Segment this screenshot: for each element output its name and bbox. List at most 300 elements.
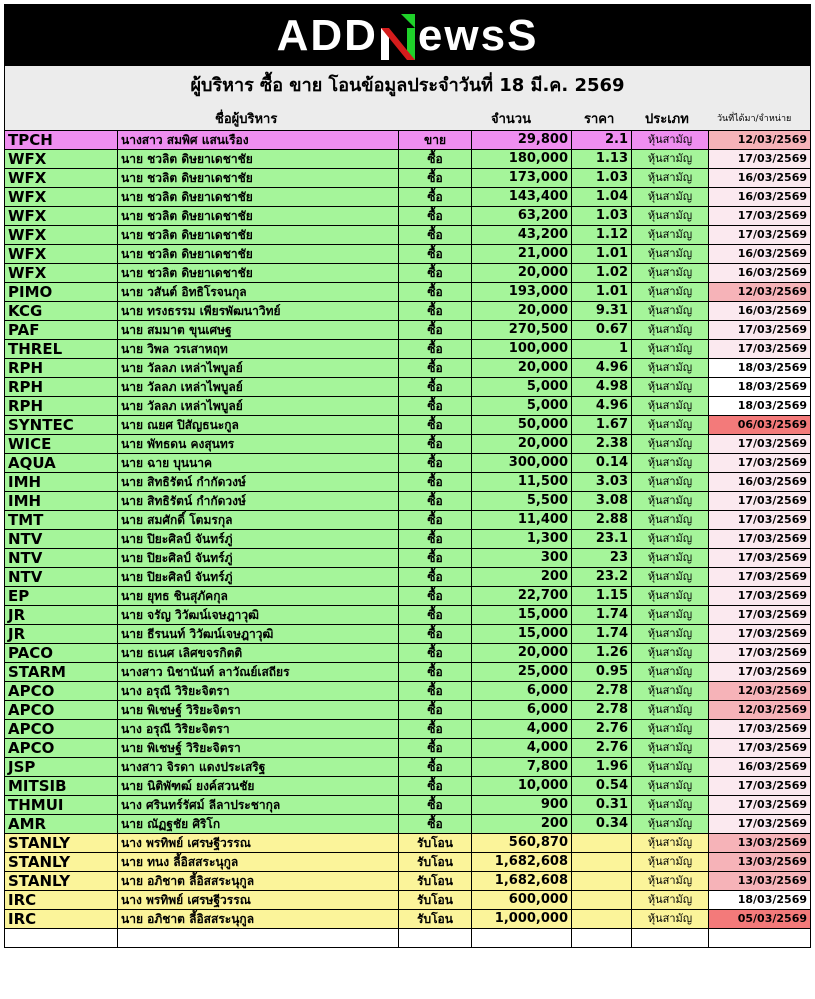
stock-symbol: WFX [5,169,118,188]
executive-name: นาย ชวลิต ดิษยาเดชาชัย [118,245,399,264]
logo-text-left: ADD [276,11,378,60]
transaction-action: รับโอน [399,891,472,910]
share-amount: 1,682,608 [472,872,572,891]
security-type: หุ้นสามัญ [632,625,709,644]
stock-symbol: AQUA [5,454,118,473]
share-amount: 63,200 [472,207,572,226]
blank-cell [472,929,572,948]
share-amount: 20,000 [472,264,572,283]
executive-name: นาย วิพล วรเสาหฤท [118,340,399,359]
share-price: 1.04 [572,188,632,207]
transaction-action: ซื้อ [399,796,472,815]
executive-name: นางสาว สมพิศ แสนเรือง [118,131,399,150]
table-row [5,720,811,739]
table-row [5,853,811,872]
share-amount: 300,000 [472,454,572,473]
stock-symbol: APCO [5,720,118,739]
security-type: หุ้นสามัญ [632,188,709,207]
transaction-date: 17/03/2569 [709,777,811,796]
security-type: หุ้นสามัญ [632,796,709,815]
table-row [5,207,811,226]
transaction-date: 18/03/2569 [709,359,811,378]
share-amount: 5,000 [472,378,572,397]
executive-name: นาย สมมาต ขุนเศษฐ [118,321,399,340]
stock-symbol: PAF [5,321,118,340]
share-price: 1.15 [572,587,632,606]
table-row [5,150,811,169]
transaction-action: รับโอน [399,834,472,853]
transaction-action: ซื้อ [399,682,472,701]
transaction-date: 17/03/2569 [709,720,811,739]
stock-symbol: STANLY [5,872,118,891]
table-row [5,872,811,891]
stock-symbol: WFX [5,226,118,245]
executive-name: นาย ชวลิต ดิษยาเดชาชัย [118,226,399,245]
executive-name: นาง พรทิพย์ เศรษฐีวรรณ [118,891,399,910]
transaction-action: ซื้อ [399,340,472,359]
share-amount: 5,000 [472,397,572,416]
executive-name: นาย อภิชาต ลี้อิสสระนุกูล [118,910,399,929]
transaction-action: ซื้อ [399,644,472,663]
stock-symbol: WICE [5,435,118,454]
logo-text-right: ewsS [417,11,539,60]
transaction-date: 17/03/2569 [709,739,811,758]
table-row [5,416,811,435]
transaction-date: 12/03/2569 [709,283,811,302]
transaction-date: 17/03/2569 [709,511,811,530]
table-row [5,226,811,245]
share-amount: 15,000 [472,606,572,625]
transaction-date: 18/03/2569 [709,891,811,910]
table-row [5,663,811,682]
security-type: หุ้นสามัญ [632,530,709,549]
security-type: หุ้นสามัญ [632,758,709,777]
table-row [5,834,811,853]
executive-name: นาง อรุณี วิริยะจิตรา [118,682,399,701]
share-price: 2.76 [572,720,632,739]
security-type: หุ้นสามัญ [632,321,709,340]
executive-name: นาง อรุณี วิริยะจิตรา [118,720,399,739]
stock-symbol: PIMO [5,283,118,302]
table-row [5,568,811,587]
security-type: หุ้นสามัญ [632,606,709,625]
transaction-action: ซื้อ [399,416,472,435]
executive-name: นาย ธีรนนท์ วิวัฒน์เจษฎาวุฒิ [118,625,399,644]
transaction-date: 16/03/2569 [709,245,811,264]
stock-symbol: KCG [5,302,118,321]
stock-symbol: IMH [5,473,118,492]
share-amount: 300 [472,549,572,568]
logo-banner [4,4,811,68]
table-row [5,530,811,549]
transaction-date: 16/03/2569 [709,302,811,321]
transaction-date: 16/03/2569 [709,264,811,283]
stock-symbol: THMUI [5,796,118,815]
share-price: 2.78 [572,701,632,720]
table-row [5,777,811,796]
transaction-date: 17/03/2569 [709,150,811,169]
executive-name: นางสาว นิชานันท์ ลาวัณย์เสถียร [118,663,399,682]
share-price: 1.96 [572,758,632,777]
security-type: หุ้นสามัญ [632,397,709,416]
security-type: หุ้นสามัญ [632,815,709,834]
transaction-date: 17/03/2569 [709,492,811,511]
table-row [5,321,811,340]
security-type: หุ้นสามัญ [632,511,709,530]
stock-symbol: APCO [5,682,118,701]
stock-symbol: STARM [5,663,118,682]
transaction-date: 13/03/2569 [709,872,811,891]
security-type: หุ้นสามัญ [632,834,709,853]
share-price: 2.1 [572,131,632,150]
share-amount: 43,200 [472,226,572,245]
executive-name: นางสาว จิรดา แดงประเสริฐ [118,758,399,777]
table-row [5,435,811,454]
executive-name: นาย ปิยะศิลป์ จันทร์ภู่ [118,530,399,549]
transaction-date: 17/03/2569 [709,340,811,359]
transaction-action: ซื้อ [399,720,472,739]
share-price: 9.31 [572,302,632,321]
share-amount: 900 [472,796,572,815]
share-price: 1.03 [572,169,632,188]
transaction-action: ซื้อ [399,264,472,283]
share-amount: 1,682,608 [472,853,572,872]
share-price: 0.54 [572,777,632,796]
executive-name: นาย ณยศ ปิสัญธนะกูล [118,416,399,435]
security-type: หุ้นสามัญ [632,492,709,511]
transaction-action: รับโอน [399,910,472,929]
table-row [5,511,811,530]
security-type: หุ้นสามัญ [632,416,709,435]
stock-symbol: RPH [5,359,118,378]
table-row [5,397,811,416]
share-amount: 25,000 [472,663,572,682]
security-type: หุ้นสามัญ [632,549,709,568]
transaction-action: ซื้อ [399,701,472,720]
blank-cell [5,929,118,948]
table-row [5,131,811,150]
transaction-action: ซื้อ [399,625,472,644]
share-price: 23.1 [572,530,632,549]
stock-symbol: WFX [5,245,118,264]
transaction-date: 16/03/2569 [709,758,811,777]
blank-cell [118,929,399,948]
share-price: 1.74 [572,625,632,644]
share-price: 23 [572,549,632,568]
share-price: 1.02 [572,264,632,283]
executive-name: นาย ทนง ลี้อิสสระนุกูล [118,853,399,872]
executive-name: นาย นิติพัฑฒ์ ยงค์สวนชัย [118,777,399,796]
transaction-action: ซื้อ [399,663,472,682]
share-price: 2.38 [572,435,632,454]
stock-symbol: PACO [5,644,118,663]
executive-name: นาย ชวลิต ดิษยาเดชาชัย [118,207,399,226]
table-row [5,549,811,568]
column-headers [4,102,811,130]
share-amount: 1,300 [472,530,572,549]
transaction-date: 17/03/2569 [709,796,811,815]
executive-name: นาย ยุทธ ชินสุภัคกุล [118,587,399,606]
logo-n-arrow-icon [379,10,417,62]
executive-name: นาง ศรินทร์รัศม์ ลีลาประชากุล [118,796,399,815]
share-amount: 193,000 [472,283,572,302]
transaction-action: ซื้อ [399,530,472,549]
share-price: 4.96 [572,397,632,416]
share-amount: 1,000,000 [472,910,572,929]
share-price: 0.14 [572,454,632,473]
share-price: 3.03 [572,473,632,492]
transaction-date: 17/03/2569 [709,549,811,568]
security-type: หุ้นสามัญ [632,302,709,321]
share-amount: 11,500 [472,473,572,492]
transaction-date: 18/03/2569 [709,378,811,397]
security-type: หุ้นสามัญ [632,264,709,283]
security-type: หุ้นสามัญ [632,568,709,587]
executive-name: นาย สิทธิรัตน์ กำกัดวงษ์ [118,473,399,492]
security-type: หุ้นสามัญ [632,777,709,796]
table-row [5,302,811,321]
table-row [5,682,811,701]
executive-name: นาย พิเชษฐ์ วิริยะจิตรา [118,701,399,720]
transaction-action: ซื้อ [399,739,472,758]
executive-name: นาย ชวลิต ดิษยาเดชาชัย [118,264,399,283]
share-amount: 180,000 [472,150,572,169]
header-price: ราคา [584,112,615,127]
share-price: 1.01 [572,283,632,302]
stock-symbol: SYNTEC [5,416,118,435]
share-price [572,872,632,891]
stock-symbol: JSP [5,758,118,777]
executive-name: นาย พิเชษฐ์ วิริยะจิตรา [118,739,399,758]
transaction-date: 16/03/2569 [709,169,811,188]
share-price: 2.88 [572,511,632,530]
security-type: หุ้นสามัญ [632,226,709,245]
stock-symbol: STANLY [5,834,118,853]
share-amount: 20,000 [472,435,572,454]
table-row [5,606,811,625]
table-row [5,283,811,302]
share-amount: 21,000 [472,245,572,264]
transaction-action: ซื้อ [399,606,472,625]
share-amount: 173,000 [472,169,572,188]
blank-cell [399,929,472,948]
table-row [5,701,811,720]
share-amount: 50,000 [472,416,572,435]
share-price: 0.95 [572,663,632,682]
transaction-action: ซื้อ [399,188,472,207]
transaction-action: ซื้อ [399,549,472,568]
stock-symbol: RPH [5,397,118,416]
table-row [5,359,811,378]
share-price: 0.34 [572,815,632,834]
stock-symbol: THREL [5,340,118,359]
stock-symbol: MITSIB [5,777,118,796]
table-row [5,796,811,815]
header-date: วันที่ได้มา/จำหน่าย [717,114,792,124]
security-type: หุ้นสามัญ [632,587,709,606]
share-amount: 4,000 [472,720,572,739]
share-amount: 270,500 [472,321,572,340]
executive-name: นาย ปิยะศิลป์ จันทร์ภู่ [118,568,399,587]
security-type: หุ้นสามัญ [632,150,709,169]
share-amount: 10,000 [472,777,572,796]
transaction-date: 12/03/2569 [709,682,811,701]
security-type: หุ้นสามัญ [632,644,709,663]
table-row [5,188,811,207]
share-price: 1.01 [572,245,632,264]
transaction-date: 05/03/2569 [709,910,811,929]
header-amount: จำนวน [491,112,531,127]
transaction-date: 17/03/2569 [709,625,811,644]
transaction-action: ซื้อ [399,378,472,397]
transaction-date: 13/03/2569 [709,853,811,872]
stock-symbol: WFX [5,188,118,207]
share-price: 3.08 [572,492,632,511]
transaction-date: 17/03/2569 [709,663,811,682]
table-row [5,245,811,264]
blank-row [5,929,811,948]
security-type: หุ้นสามัญ [632,169,709,188]
share-price: 1.12 [572,226,632,245]
header-name: ชื่อผู้บริหาร [215,112,278,127]
stock-symbol: EP [5,587,118,606]
share-price: 2.78 [572,682,632,701]
executive-name: นาย สมศักดิ์ โตมรกุล [118,511,399,530]
security-type: หุ้นสามัญ [632,131,709,150]
transaction-action: ซื้อ [399,758,472,777]
share-price: 4.98 [572,378,632,397]
blank-cell [572,929,632,948]
table-row [5,625,811,644]
share-amount: 20,000 [472,302,572,321]
share-amount: 200 [472,568,572,587]
transaction-action: ซื้อ [399,473,472,492]
share-amount: 7,800 [472,758,572,777]
table-row [5,169,811,188]
executive-name: นาย ปิยะศิลป์ จันทร์ภู่ [118,549,399,568]
stock-symbol: IMH [5,492,118,511]
transaction-date: 17/03/2569 [709,815,811,834]
transaction-date: 16/03/2569 [709,188,811,207]
transaction-date: 17/03/2569 [709,530,811,549]
table-row [5,815,811,834]
stock-symbol: IRC [5,910,118,929]
stock-symbol: AMR [5,815,118,834]
transaction-action: ซื้อ [399,587,472,606]
transaction-date: 06/03/2569 [709,416,811,435]
security-type: หุ้นสามัญ [632,378,709,397]
security-type: หุ้นสามัญ [632,245,709,264]
table-row [5,644,811,663]
share-price: 1.13 [572,150,632,169]
share-amount: 11,400 [472,511,572,530]
stock-symbol: NTV [5,530,118,549]
share-price [572,853,632,872]
stock-symbol: STANLY [5,853,118,872]
table-row [5,910,811,929]
executive-name: นาย อภิชาต ลี้อิสสระนุกูล [118,872,399,891]
transaction-action: ซื้อ [399,207,472,226]
stock-symbol: APCO [5,701,118,720]
table-row [5,264,811,283]
brand-logo [277,10,539,62]
security-type: หุ้นสามัญ [632,435,709,454]
executive-name: นาง พรทิพย์ เศรษฐีวรรณ [118,834,399,853]
security-type: หุ้นสามัญ [632,872,709,891]
transaction-action: ซื้อ [399,568,472,587]
executive-name: นาย ชวลิต ดิษยาเดชาชัย [118,169,399,188]
share-amount: 560,870 [472,834,572,853]
share-amount: 143,400 [472,188,572,207]
transaction-date: 12/03/2569 [709,131,811,150]
stock-symbol: WFX [5,207,118,226]
share-amount: 600,000 [472,891,572,910]
transaction-action: ซื้อ [399,492,472,511]
security-type: หุ้นสามัญ [632,473,709,492]
share-amount: 15,000 [472,625,572,644]
executive-name: นาย สิทธิรัตน์ กำกัดวงษ์ [118,492,399,511]
security-type: หุ้นสามัญ [632,853,709,872]
stock-symbol: TMT [5,511,118,530]
table-row [5,891,811,910]
security-type: หุ้นสามัญ [632,739,709,758]
share-amount: 4,000 [472,739,572,758]
executive-name: นาย ชวลิต ดิษยาเดชาชัย [118,150,399,169]
executive-name: นาย วัลลภ เหล่าไพบูลย์ [118,378,399,397]
stock-symbol: IRC [5,891,118,910]
share-amount: 6,000 [472,701,572,720]
transaction-date: 17/03/2569 [709,435,811,454]
executive-name: นาย จรัญ วิวัฒน์เจษฎาวุฒิ [118,606,399,625]
share-price [572,834,632,853]
transaction-date: 17/03/2569 [709,321,811,340]
transaction-date: 17/03/2569 [709,644,811,663]
executive-name: นาย วัลลภ เหล่าไพบูลย์ [118,397,399,416]
security-type: หุ้นสามัญ [632,340,709,359]
transaction-action: ซื้อ [399,321,472,340]
transaction-date: 18/03/2569 [709,397,811,416]
share-price: 1.26 [572,644,632,663]
stock-symbol: NTV [5,568,118,587]
share-price: 4.96 [572,359,632,378]
transaction-action: ซื้อ [399,150,472,169]
transaction-date: 17/03/2569 [709,568,811,587]
transaction-action: รับโอน [399,853,472,872]
security-type: หุ้นสามัญ [632,454,709,473]
table-row [5,340,811,359]
transaction-date: 17/03/2569 [709,454,811,473]
stock-symbol: WFX [5,150,118,169]
share-amount: 6,000 [472,682,572,701]
share-price: 0.31 [572,796,632,815]
security-type: หุ้นสามัญ [632,663,709,682]
blank-cell [632,929,709,948]
share-amount: 5,500 [472,492,572,511]
table-row [5,492,811,511]
transaction-action: ซื้อ [399,511,472,530]
security-type: หุ้นสามัญ [632,682,709,701]
transaction-date: 17/03/2569 [709,587,811,606]
security-type: หุ้นสามัญ [632,891,709,910]
transactions-table [4,130,811,948]
stock-symbol: TPCH [5,131,118,150]
security-type: หุ้นสามัญ [632,910,709,929]
security-type: หุ้นสามัญ [632,701,709,720]
transaction-action: ซื้อ [399,454,472,473]
transaction-date: 13/03/2569 [709,834,811,853]
share-amount: 20,000 [472,644,572,663]
security-type: หุ้นสามัญ [632,207,709,226]
